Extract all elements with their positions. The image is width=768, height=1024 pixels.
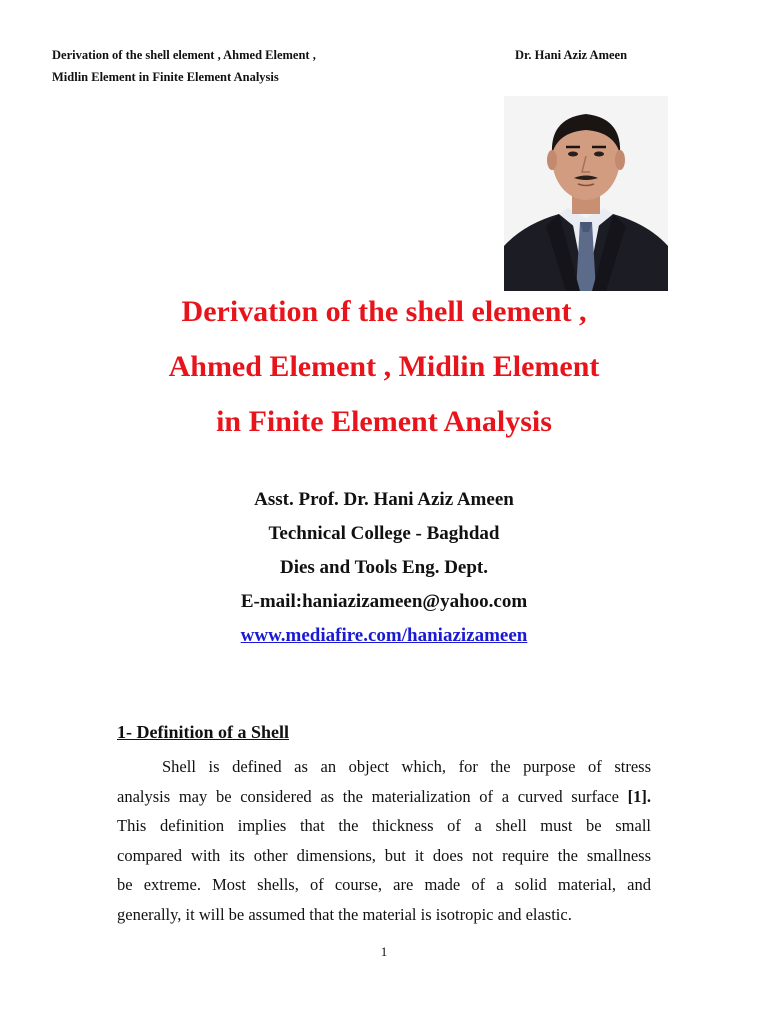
author-info [0, 483, 768, 653]
paragraph-line: This definition implies that the thickness of a shell must be small [117, 816, 651, 836]
paragraph-line: Shell is defined as an object which, for the purpose of stress [162, 757, 651, 776]
section-heading: 1- Definition of a Shell [117, 722, 290, 742]
document-title [0, 284, 768, 449]
author-website-link[interactable]: www.mediafire.com/haniazizameen [240, 625, 528, 646]
citation-reference: [1]. [627, 786, 651, 806]
title-line-3: in Finite Element Analysis [216, 405, 552, 438]
author-department: Dies and Tools Eng. Dept. [279, 557, 488, 578]
running-header-title [52, 44, 316, 88]
author-college: Technical College - Baghdad [268, 523, 500, 544]
paragraph-line [117, 782, 651, 812]
header-title-line-1: Derivation of the shell element , Ahmed Element , [52, 48, 316, 62]
paragraph-line: be extreme. Most shells, of course, are made of a solid material, and [117, 875, 651, 895]
page-number: 1 [380, 944, 388, 959]
author-email: E-mail:haniazizameen@yahoo.com [240, 591, 528, 612]
author-name: Asst. Prof. Dr. Hani Aziz Ameen [254, 489, 514, 510]
header-title-line-2: Midlin Element in Finite Element Analysis [52, 70, 279, 84]
title-line-2: Ahmed Element , Midlin Element [168, 350, 600, 383]
paragraph-line: compared with its other dimensions, but it does not require the smallness [117, 845, 651, 865]
section-paragraph [117, 752, 651, 930]
paragraph-line: generally, it will be assumed that the material is isotropic and elastic. [117, 904, 572, 924]
paragraph-line-text: analysis may be considered as the materialization of a curved surface [117, 786, 619, 806]
author-photo [504, 96, 668, 291]
title-line-1: Derivation of the shell element , [181, 295, 587, 328]
running-header-author: Dr. Hani Aziz Ameen [515, 48, 628, 62]
